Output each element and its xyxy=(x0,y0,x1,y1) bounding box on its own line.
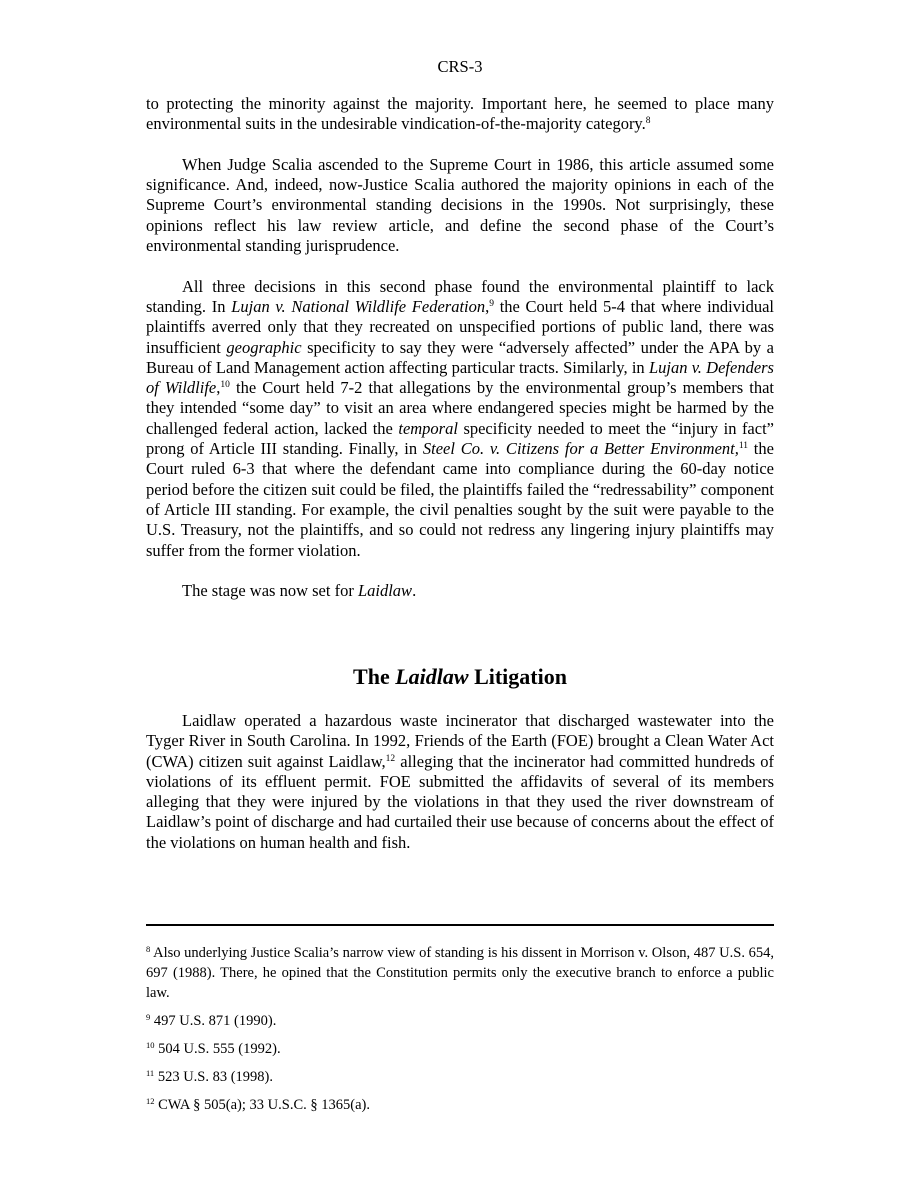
paragraph-3-text-2: the Court held 5-4 that where individual plaintiffs averred only that they recreated on unspecified portions of public land, there was insufficient xyxy=(146,296,774,357)
paragraph-4-text-1: The stage was now set for xyxy=(182,581,358,601)
case-name-lujan-dow: Lujan v. Defenders of Wildlife xyxy=(146,357,774,398)
paragraph-4 xyxy=(146,581,774,601)
footnote-text: Also underlying Justice Scalia’s narrow view of standing is his dissent in Morrison v. Olson, 487 U.S. 654, 697 (1988). There, he opined that the Constitution permits only the executive branch to enforce a public law. xyxy=(146,945,774,1001)
section-heading xyxy=(0,663,920,691)
footnote-11 xyxy=(146,1067,774,1087)
footnote-text: 504 U.S. 555 (1992). xyxy=(154,1041,281,1057)
paragraph-3-text-4: the Court held 7-2 that allegations by the environmental group’s members that they intended “some day” to visit an area where endangered species might be harmed by the challenged federal action, lacked the xyxy=(146,378,774,438)
footnote-ref-10[interactable]: 10 xyxy=(220,380,230,391)
footnote-text: 523 U.S. 83 (1998). xyxy=(154,1069,274,1085)
section-paragraph xyxy=(146,711,774,853)
footnote-number: 9 xyxy=(146,1012,151,1022)
footnote-12 xyxy=(146,1095,774,1115)
section-paragraph-text-2: alleging that the incinerator had committed hundreds of violations of its effluent permit. FOE submitted the affidavits of several of its members alleging that they were injured by the violations in that they used the river downstream of Laidlaw’s point of discharge and had curtailed their use because of concerns about the effect of the violations on human health and fish. xyxy=(146,751,774,852)
comma: , xyxy=(485,296,490,316)
paragraph-1-text: to protecting the minority against the majority. Important here, he seemed to place many environmental suits in the undesirable vindication-of-the-majority category. xyxy=(146,94,774,134)
footnote-8 xyxy=(146,943,774,1003)
paragraph-4-text-2: . xyxy=(412,581,417,601)
paragraph-3-text-5: specificity needed to meet the “injury in fact” prong of Article III standing. Finally, in xyxy=(146,418,774,459)
footnote-number: 12 xyxy=(146,1096,155,1106)
paragraph-3-text-1: All three decisions in this second phase found the environmental plaintiff to lack standing. In xyxy=(146,276,774,316)
section-heading-pre: The xyxy=(353,664,396,689)
footnote-ref-9[interactable]: 9 xyxy=(489,298,494,309)
footnote-ref-11[interactable]: 11 xyxy=(738,441,749,452)
footnote-number: 10 xyxy=(146,1040,155,1050)
section-body xyxy=(146,711,774,853)
section-paragraph-text-1: Laidlaw operated a hazardous waste incinerator that discharged wastewater into the Tyger River in South Carolina. In 1992, Friends of the Earth (FOE) brought a Clean Water Act (CWA) citizen suit against Laidlaw, xyxy=(146,711,774,771)
comma: , xyxy=(216,378,221,398)
main-body xyxy=(146,94,774,622)
footnotes xyxy=(146,943,774,1123)
section-heading-post: Litigation xyxy=(468,664,567,689)
section-heading-italic: Laidlaw xyxy=(395,664,469,689)
case-name-steel-co: Steel Co. v. Citizens for a Better Environment, xyxy=(422,439,739,459)
case-name-lujan-nwf: Lujan v. National Wildlife Federation xyxy=(231,296,486,316)
emphasis-geographic: geographic xyxy=(226,337,302,357)
emphasis-temporal: temporal xyxy=(398,418,458,438)
footnote-text: 497 U.S. 871 (1990). xyxy=(150,1013,277,1029)
paragraph-3-text-6: the Court ruled 6-3 that where the defendant came into compliance during the 60-day notice period before the citizen suit could be filed, the plaintiffs failed the “redressability” component of Article III standing. For example, the civil penalties sought by the suit were payable to the U.S. Treasury, not the plaintiffs, and so could not redress any lingering injury plaintiffs may suffer from the former violation. xyxy=(146,439,774,560)
footnote-10 xyxy=(146,1039,774,1059)
page-header: CRS-3 xyxy=(437,57,483,76)
footnote-ref-12[interactable]: 12 xyxy=(385,753,396,764)
paragraph-3-text-3: specificity to say they were “adversely affected” under the APA by a Bureau of Land Management action affecting particular tracts. Similarly, in xyxy=(146,337,774,377)
footnote-ref-8[interactable]: 8 xyxy=(645,116,651,127)
footnote-9 xyxy=(146,1011,774,1031)
footnote-number: 11 xyxy=(146,1068,155,1078)
case-name-laidlaw: Laidlaw xyxy=(357,581,413,601)
paragraph-1 xyxy=(146,94,774,135)
paragraph-3 xyxy=(146,277,774,561)
footnote-text: CWA § 505(a); 33 U.S.C. § 1365(a). xyxy=(154,1097,370,1113)
footnote-number: 8 xyxy=(146,944,151,954)
footnote-divider xyxy=(146,924,774,926)
paragraph-2: When Judge Scalia ascended to the Supreme Court in 1986, this article assumed some significance. And, indeed, now-Justice Scalia authored the majority opinions in each of the Supreme Court’s environmental standing decisions in the 1990s. Not surprisingly, these opinions reflect his law review article, and define the second phase of the Court’s environmental standing jurisprudence. xyxy=(146,154,774,256)
